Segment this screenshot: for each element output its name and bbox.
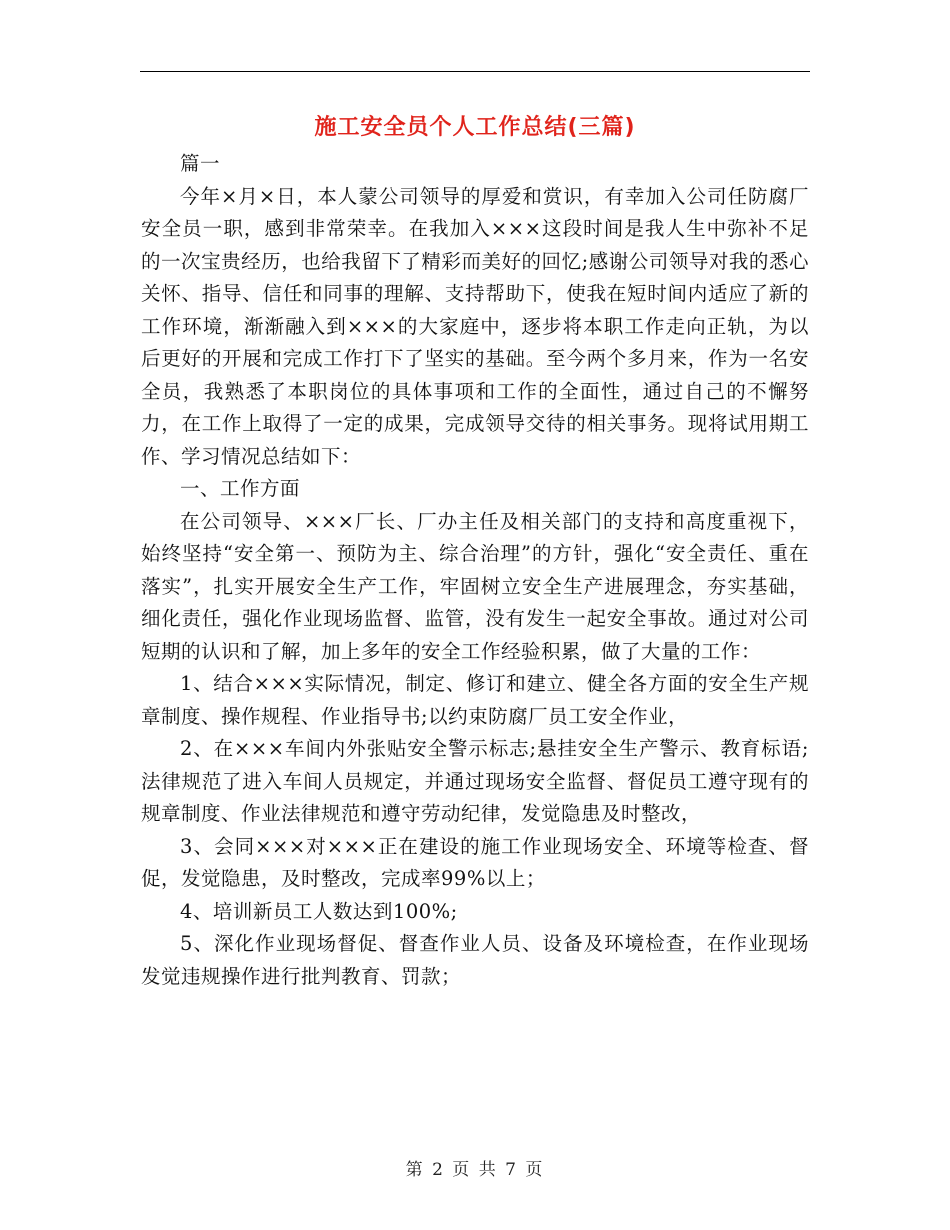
section-label: 篇一	[180, 152, 221, 175]
section-heading: 一、工作方面	[180, 477, 301, 500]
list-item: 4、培训新员工人数达到100%;	[180, 899, 458, 923]
paragraph: 在公司领导、×××厂长、厂办主任及相关部门的支持和高度重视下，始终坚持“安全第一、预防为主、综合治理”的方针，强化“安全责任、重在落实”，扎实开展安全生产工作，牢固树立安全生产进展理念，夯实基础，细化责任，强化作业现场监督、监管，没有发生一起安全事故。通过对公司短期的认识和了解，加上多年的安全工作经验积累，做了大量的工作：	[141, 509, 809, 663]
header-rule	[140, 71, 810, 72]
document-body	[141, 148, 809, 993]
list-item: 1、结合×××实际情况，制定、修订和建立、健全各方面的安全生产规章制度、操作规程、作业指导书;以约束防腐厂员工安全作业，	[141, 672, 809, 728]
list-item: 5、深化作业现场督促、督查作业人员、设备及环境检查，在作业现场发觉违规操作进行批判教育、罚款；	[141, 932, 809, 988]
page-number: 第 2 页 共 7 页	[405, 1160, 545, 1180]
document-title: 施工安全员个人工作总结(三篇)	[314, 115, 636, 140]
list-item: 2、在×××车间内外张贴安全警示标志;悬挂安全生产警示、教育标语;法律规范了进入车间人员规定，并通过现场安全监督、督促员工遵守现有的规章制度、作业法律规范和遵守劳动纪律，发觉隐患及时整改，	[141, 737, 809, 825]
list-item: 3、会同×××对×××正在建设的施工作业现场安全、环境等检查、督促，发觉隐患，及时整改，完成率99%以上；	[141, 834, 809, 890]
paragraph: 今年×月×日，本人蒙公司领导的厚爱和赏识，有幸加入公司任防腐厂安全员一职，感到非常荣幸。在我加入×××这段时间是我人生中弥补不足的一次宝贵经历，也给我留下了精彩而美好的回忆;感谢公司领导对我的悉心关怀、指导、信任和同事的理解、支持帮助下，使我在短时间内适应了新的工作环境，渐渐融入到×××的大家庭中，逐步将本职工作走向正轨，为以后更好的开展和完成工作打下了坚实的基础。至今两个多月来，作为一名安全员，我熟悉了本职岗位的具体事项和工作的全面性，通过自己的不懈努力，在工作上取得了一定的成果，完成领导交待的相关事务。现将试用期工作、学习情况总结如下：	[141, 184, 809, 468]
